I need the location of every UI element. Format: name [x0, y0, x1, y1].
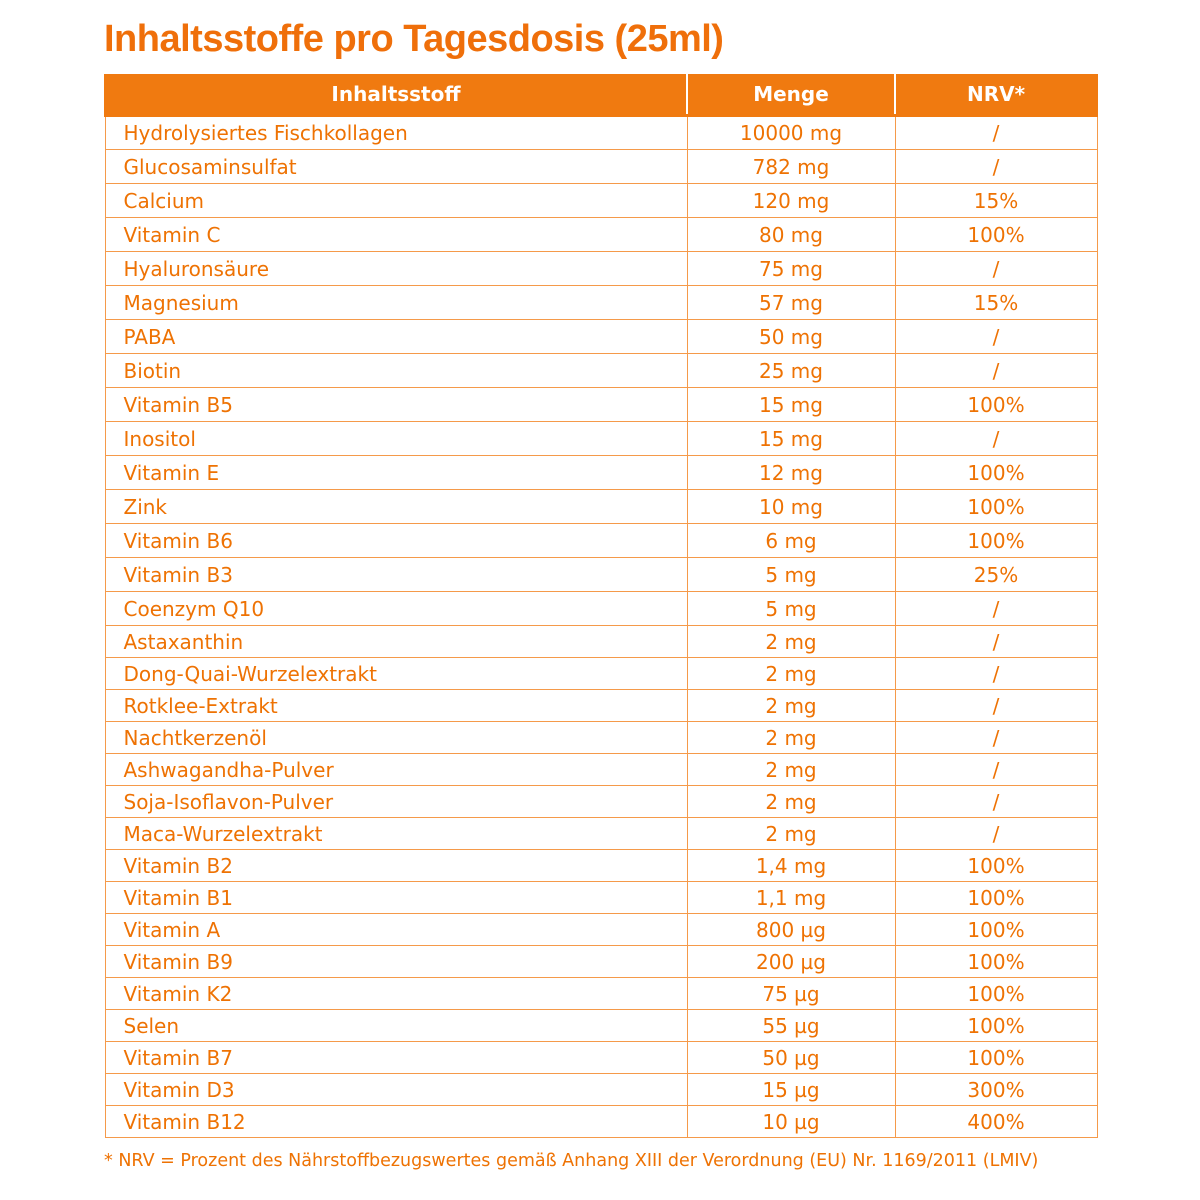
ingredient-amount: 15 µg [687, 1074, 895, 1106]
ingredient-name: Biotin [105, 354, 687, 388]
table-row [105, 592, 1097, 626]
ingredient-nrv: / [895, 754, 1097, 786]
table-row [105, 1010, 1097, 1042]
ingredient-name: PABA [105, 320, 687, 354]
ingredient-amount: 1,1 mg [687, 882, 895, 914]
ingredient-nrv: 100% [895, 524, 1097, 558]
ingredient-name: Vitamin B1 [105, 882, 687, 914]
ingredient-name: Vitamin B6 [105, 524, 687, 558]
ingredient-amount: 6 mg [687, 524, 895, 558]
table-row [105, 722, 1097, 754]
ingredient-nrv: / [895, 722, 1097, 754]
table-row [105, 818, 1097, 850]
ingredient-name: Magnesium [105, 286, 687, 320]
ingredient-nrv: 400% [895, 1106, 1097, 1138]
ingredient-name: Astaxanthin [105, 626, 687, 658]
ingredient-nrv: / [895, 422, 1097, 456]
ingredient-nrv: / [895, 818, 1097, 850]
ingredient-nrv: / [895, 626, 1097, 658]
ingredient-amount: 200 µg [687, 946, 895, 978]
ingredient-nrv: 100% [895, 882, 1097, 914]
ingredient-amount: 2 mg [687, 658, 895, 690]
ingredient-nrv: / [895, 592, 1097, 626]
ingredient-nrv: 100% [895, 388, 1097, 422]
table-row [105, 690, 1097, 722]
ingredient-amount: 55 µg [687, 1010, 895, 1042]
ingredient-nrv: 100% [895, 1042, 1097, 1074]
table-row [105, 354, 1097, 388]
ingredient-name: Vitamin B3 [105, 558, 687, 592]
ingredient-amount: 10000 mg [687, 116, 895, 150]
ingredient-name: Soja-Isoflavon-Pulver [105, 786, 687, 818]
table-row [105, 658, 1097, 690]
ingredient-nrv: 100% [895, 914, 1097, 946]
ingredient-amount: 2 mg [687, 818, 895, 850]
ingredient-name: Hydrolysiertes Fischkollagen [105, 116, 687, 150]
column-header-nrv: NRV* [895, 74, 1097, 116]
ingredient-name: Zink [105, 490, 687, 524]
table-row [105, 116, 1097, 150]
table-row [105, 252, 1097, 286]
ingredient-nrv: 300% [895, 1074, 1097, 1106]
column-header-amount: Menge [687, 74, 895, 116]
ingredient-name: Selen [105, 1010, 687, 1042]
ingredient-nrv: 100% [895, 1010, 1097, 1042]
ingredient-name: Vitamin K2 [105, 978, 687, 1010]
table-row [105, 754, 1097, 786]
page-title: Inhaltsstoffe pro Tagesdosis (25ml) [104, 18, 724, 60]
ingredient-nrv: / [895, 252, 1097, 286]
ingredient-name: Hyaluronsäure [105, 252, 687, 286]
ingredient-nrv: / [895, 658, 1097, 690]
ingredient-amount: 12 mg [687, 456, 895, 490]
table-row [105, 914, 1097, 946]
ingredient-amount: 25 mg [687, 354, 895, 388]
ingredient-amount: 2 mg [687, 690, 895, 722]
table-header-row [105, 74, 1097, 116]
table-row [105, 558, 1097, 592]
ingredient-amount: 2 mg [687, 626, 895, 658]
ingredient-nrv: / [895, 116, 1097, 150]
ingredient-amount: 5 mg [687, 558, 895, 592]
table-row [105, 1074, 1097, 1106]
ingredient-nrv: 100% [895, 456, 1097, 490]
table-row [105, 184, 1097, 218]
ingredient-amount: 1,4 mg [687, 850, 895, 882]
ingredient-amount: 5 mg [687, 592, 895, 626]
ingredient-amount: 782 mg [687, 150, 895, 184]
ingredient-nrv: / [895, 320, 1097, 354]
ingredient-amount: 800 µg [687, 914, 895, 946]
ingredient-nrv: 15% [895, 184, 1097, 218]
ingredient-amount: 2 mg [687, 754, 895, 786]
ingredient-amount: 120 mg [687, 184, 895, 218]
ingredient-nrv: / [895, 354, 1097, 388]
ingredient-name: Calcium [105, 184, 687, 218]
table-row [105, 286, 1097, 320]
ingredient-name: Vitamin B7 [105, 1042, 687, 1074]
ingredient-amount: 15 mg [687, 388, 895, 422]
table-row [105, 1106, 1097, 1138]
table-row [105, 218, 1097, 252]
ingredient-name: Vitamin B12 [105, 1106, 687, 1138]
table-row [105, 882, 1097, 914]
ingredient-nrv: / [895, 786, 1097, 818]
ingredient-nrv: 100% [895, 850, 1097, 882]
table-row [105, 978, 1097, 1010]
ingredient-name: Rotklee-Extrakt [105, 690, 687, 722]
ingredient-name: Vitamin B9 [105, 946, 687, 978]
ingredient-amount: 10 mg [687, 490, 895, 524]
ingredient-name: Vitamin C [105, 218, 687, 252]
table-row [105, 1042, 1097, 1074]
ingredient-amount: 57 mg [687, 286, 895, 320]
ingredient-amount: 10 µg [687, 1106, 895, 1138]
ingredient-amount: 2 mg [687, 786, 895, 818]
ingredient-name: Vitamin D3 [105, 1074, 687, 1106]
ingredient-nrv: / [895, 690, 1097, 722]
ingredient-nrv: 100% [895, 978, 1097, 1010]
ingredient-amount: 50 µg [687, 1042, 895, 1074]
ingredient-amount: 75 mg [687, 252, 895, 286]
table-row [105, 850, 1097, 882]
ingredient-nrv: 25% [895, 558, 1097, 592]
column-header-ingredient: Inhaltsstoff [105, 74, 687, 116]
ingredient-amount: 2 mg [687, 722, 895, 754]
table-row [105, 524, 1097, 558]
ingredient-amount: 50 mg [687, 320, 895, 354]
table-header [105, 74, 1097, 116]
ingredient-name: Inositol [105, 422, 687, 456]
table-row [105, 456, 1097, 490]
table-row [105, 946, 1097, 978]
ingredient-nrv: / [895, 150, 1097, 184]
ingredient-name: Maca-Wurzelextrakt [105, 818, 687, 850]
ingredient-nrv: 100% [895, 218, 1097, 252]
table-row [105, 490, 1097, 524]
ingredient-name: Vitamin B5 [105, 388, 687, 422]
table-row [105, 150, 1097, 184]
ingredient-name: Glucosaminsulfat [105, 150, 687, 184]
ingredient-name: Vitamin B2 [105, 850, 687, 882]
ingredient-name: Ashwagandha-Pulver [105, 754, 687, 786]
ingredient-name: Nachtkerzenöl [105, 722, 687, 754]
table-row [105, 320, 1097, 354]
ingredient-amount: 75 µg [687, 978, 895, 1010]
table-row [105, 626, 1097, 658]
table-row [105, 388, 1097, 422]
table-row [105, 786, 1097, 818]
nutrient-table [104, 74, 1098, 1138]
table-row [105, 422, 1097, 456]
ingredient-name: Vitamin A [105, 914, 687, 946]
ingredient-nrv: 15% [895, 286, 1097, 320]
ingredient-nrv: 100% [895, 946, 1097, 978]
ingredient-name: Dong-Quai-Wurzelextrakt [105, 658, 687, 690]
ingredient-amount: 15 mg [687, 422, 895, 456]
ingredient-amount: 80 mg [687, 218, 895, 252]
ingredient-name: Vitamin E [105, 456, 687, 490]
ingredient-name: Coenzym Q10 [105, 592, 687, 626]
ingredient-nrv: 100% [895, 490, 1097, 524]
nrv-footnote: * NRV = Prozent des Nährstoffbezugswertes gemäß Anhang XIII der Verordnung (EU) Nr. 1169/2011 (LMIV) [104, 1151, 1039, 1171]
table-body [105, 116, 1097, 1138]
